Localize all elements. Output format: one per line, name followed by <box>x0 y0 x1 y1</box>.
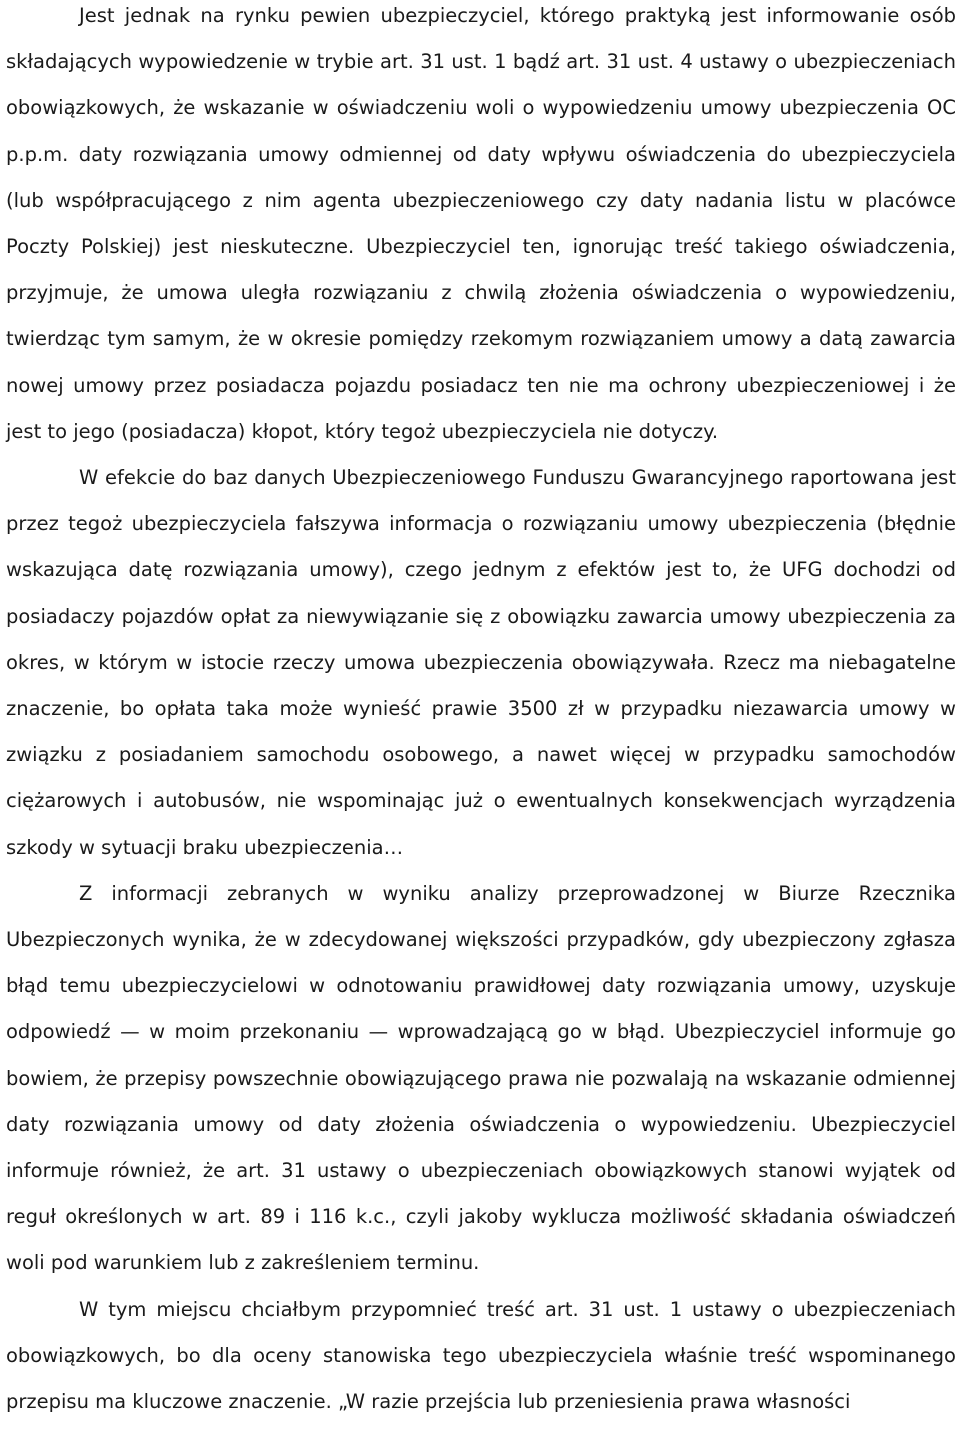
sentence: W efekcie do baz danych Ubezpieczeniowego Funduszu Gwarancyjnego raportowana jest przez tegoż ubezpieczyciela fałszywa informacja o rozwiązaniu umowy ubezpieczenia (błędnie wskazująca datę rozwiązania umowy), czego jednym z efektów jest to, że UFG dochodzi od posiadaczy pojazdów opłat za niewywiązanie się z obowiązku zawarcia umowy ubezpieczenia za okres, w którym w istocie rzeczy umowa ubezpieczenia obowiązywała. <box>6 466 956 674</box>
sentence: Jest jednak na rynku pewien ubezpieczyciel, którego praktyką jest informowanie osób składających wypowiedzenie w trybie art. 31 ust. 1 bądź art. 31 ust. 4 ustawy o ubezpieczeniach obowiązkowych, że wskazanie w oświadczeniu woli o wypowiedzeniu umowy ubezpieczenia OC p.p.m. daty rozwiązania umowy odmiennej od daty wpływu oświadczenia do ubezpieczyciela (lub współpracującego z nim agenta ubezpieczeniowego czy daty nadania listu w placówce Poczty Polskiej) jest nieskuteczne. <box>6 4 956 259</box>
sentence: Z informacji zebranych w wyniku analizy przeprowadzonej w Biurze Rzecznika Ubezpieczonych wynika, że w zdecydowanej większości przypadków, gdy ubezpieczony zgłasza błąd temu ubezpieczycielowi w odnotowaniu prawidłowej daty rozwiązania umowy, uzyskuje odpowiedź — w moim przekonaniu — wprowadzającą go w błąd. <box>6 881 956 1044</box>
sentence: Ubezpieczyciel ten, ignorując treść takiego oświadczenia, przyjmuje, że umowa uległa rozwiązaniu z chwilą złożenia oświadczenia o wypowiedzeniu, twierdząc tym samym, że w okresie pomiędzy rzekomym rozwiązaniem umowy a datą zawarcia nowej umowy przez posiadacza pojazdu posiadacz ten nie ma ochrony ubezpieczeniowej i że jest to jego (posiadacza) kłopot, który tegoż ubezpieczyciela nie dotyczy. <box>6 235 956 443</box>
sentence: W tym miejscu chciałbym przypomnieć treść art. 31 ust. 1 ustawy o ubezpieczeniach obowiązkowych, bo dla oceny stanowiska tego ubezpieczyciela właśnie treść wspominanego przepisu ma kluczowe znaczenie. <box>6 1297 956 1414</box>
paragraph-3 <box>6 871 956 1287</box>
sentence: Ubezpieczyciel informuje również, że art. 31 ustawy o ubezpieczeniach obowiązkowych stanowi wyjątek od reguł określonych w art. 89 i 116 k.c., czyli jakoby wyklucza możliwość składania oświadczeń woli pod warunkiem lub z zakreśleniem terminu. <box>6 1112 956 1275</box>
paragraph-4 <box>6 1287 956 1426</box>
document-page <box>6 0 956 1425</box>
paragraph-1 <box>6 0 956 455</box>
sentence: „W razie przejścia lub przeniesienia prawa własności <box>331 1390 851 1414</box>
sentence: Ubezpieczyciel informuje go bowiem, że przepisy powszechnie obowiązującego prawa nie pozwalają na wskazanie odmiennej daty rozwiązania umowy od daty złożenia oświadczenia o wypowiedzeniu. <box>6 1020 956 1136</box>
paragraph-2 <box>6 455 956 871</box>
sentence: Rzecz ma niebagatelne znaczenie, bo opłata taka może wynieść prawie 3500 zł w przypadku niezawarcia umowy w związku z posiadaniem samochodu osobowego, a nawet więcej w przypadku samochodów ciężarowych i autobusów, nie wspominając już o ewentualnych konsekwencjach wyrządzenia szkody w sytuacji braku ubezpieczenia… <box>6 650 956 859</box>
